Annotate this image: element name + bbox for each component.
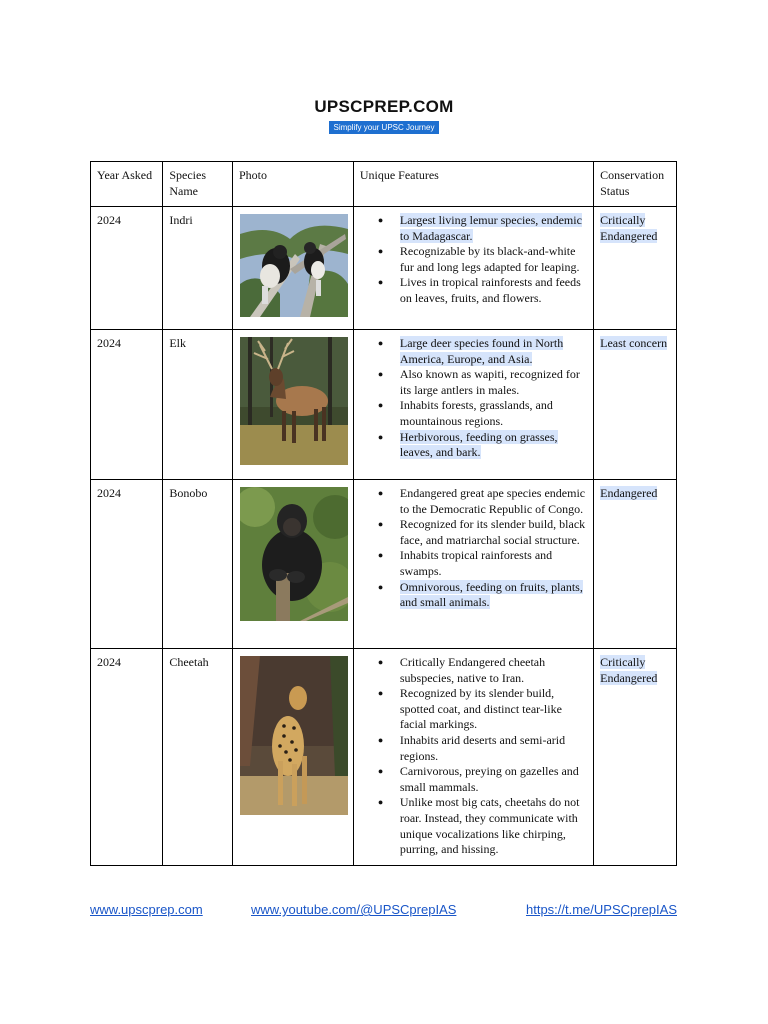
table-row [91,207,677,330]
features-list [360,336,587,461]
website-link[interactable]: www.upscprep.com [90,902,203,917]
features-cell [353,649,593,866]
list-item: ● Lives in tropical rainforests and feeds on leaves, fruits, and flowers. [400,275,587,306]
list-item: ● Recognized for its slender build, black face, and matriarchal social structure. [400,517,587,548]
indri-photo [240,214,348,317]
col-header-status: Conservation Status [594,162,677,207]
list-item: ● Largest living lemur species, endemic to Madagascar. [400,213,587,244]
species-cell: Cheetah [163,649,233,866]
col-header-year: Year Asked [91,162,163,207]
list-item: ● Inhabits forests, grasslands, and mountainous regions. [400,398,587,429]
year-cell: 2024 [91,207,163,330]
table-header-row [91,162,677,207]
species-cell: Indri [163,207,233,330]
features-cell [353,207,593,330]
table-row [91,330,677,480]
features-cell [353,480,593,649]
col-header-photo: Photo [232,162,353,207]
features-cell [353,330,593,480]
status-cell: Critically Endangered [594,649,677,866]
year-cell: 2024 [91,480,163,649]
list-item: ● Unlike most big cats, cheetahs do not roar. Instead, they communicate with unique vocalizations like chirping, purring, and hissing. [400,795,587,857]
list-item: ● Critically Endangered cheetah subspecies, native to Iran. [400,655,587,686]
status-cell: Critically Endangered [594,207,677,330]
list-item: ● Recognized by its slender build, spotted coat, and distinct tear-like facial markings. [400,686,587,733]
species-cell: Elk [163,330,233,480]
table-row [91,649,677,866]
col-header-features: Unique Features [353,162,593,207]
list-item: ● Omnivorous, feeding on fruits, plants, and small animals. [400,580,587,611]
features-list [360,213,587,307]
species-cell: Bonobo [163,480,233,649]
features-list [360,655,587,858]
brand-logo: UPSCPREP.COM [314,97,454,116]
list-item: ● Inhabits tropical rainforests and swamps. [400,548,587,579]
col-header-species: Species Name [163,162,233,207]
features-list [360,486,587,611]
elk-photo [240,337,348,465]
page-header [0,97,768,135]
list-item: ● Endangered great ape species endemic to the Democratic Republic of Congo. [400,486,587,517]
list-item: ● Carnivorous, preying on gazelles and small mammals. [400,764,587,795]
cheetah-photo [240,656,348,815]
status-cell: Least concern [594,330,677,480]
list-item: ● Recognizable by its black-and-white fur and long legs adapted for leaping. [400,244,587,275]
list-item: ● Herbivorous, feeding on grasses, leaves, and bark. [400,430,587,461]
year-cell: 2024 [91,330,163,480]
species-table [90,161,677,866]
bonobo-photo [240,487,348,621]
status-cell: Endangered [594,480,677,649]
table-row [91,480,677,649]
year-cell: 2024 [91,649,163,866]
list-item: ● Large deer species found in North America, Europe, and Asia. [400,336,587,367]
list-item: ● Also known as wapiti, recognized for its large antlers in males. [400,367,587,398]
brand-tagline: Simplify your UPSC Journey [329,121,440,134]
youtube-link[interactable]: www.youtube.com/@UPSCprepIAS [251,902,457,917]
list-item: ● Inhabits arid deserts and semi-arid regions. [400,733,587,764]
telegram-link[interactable]: https://t.me/UPSCprepIAS [525,902,677,917]
